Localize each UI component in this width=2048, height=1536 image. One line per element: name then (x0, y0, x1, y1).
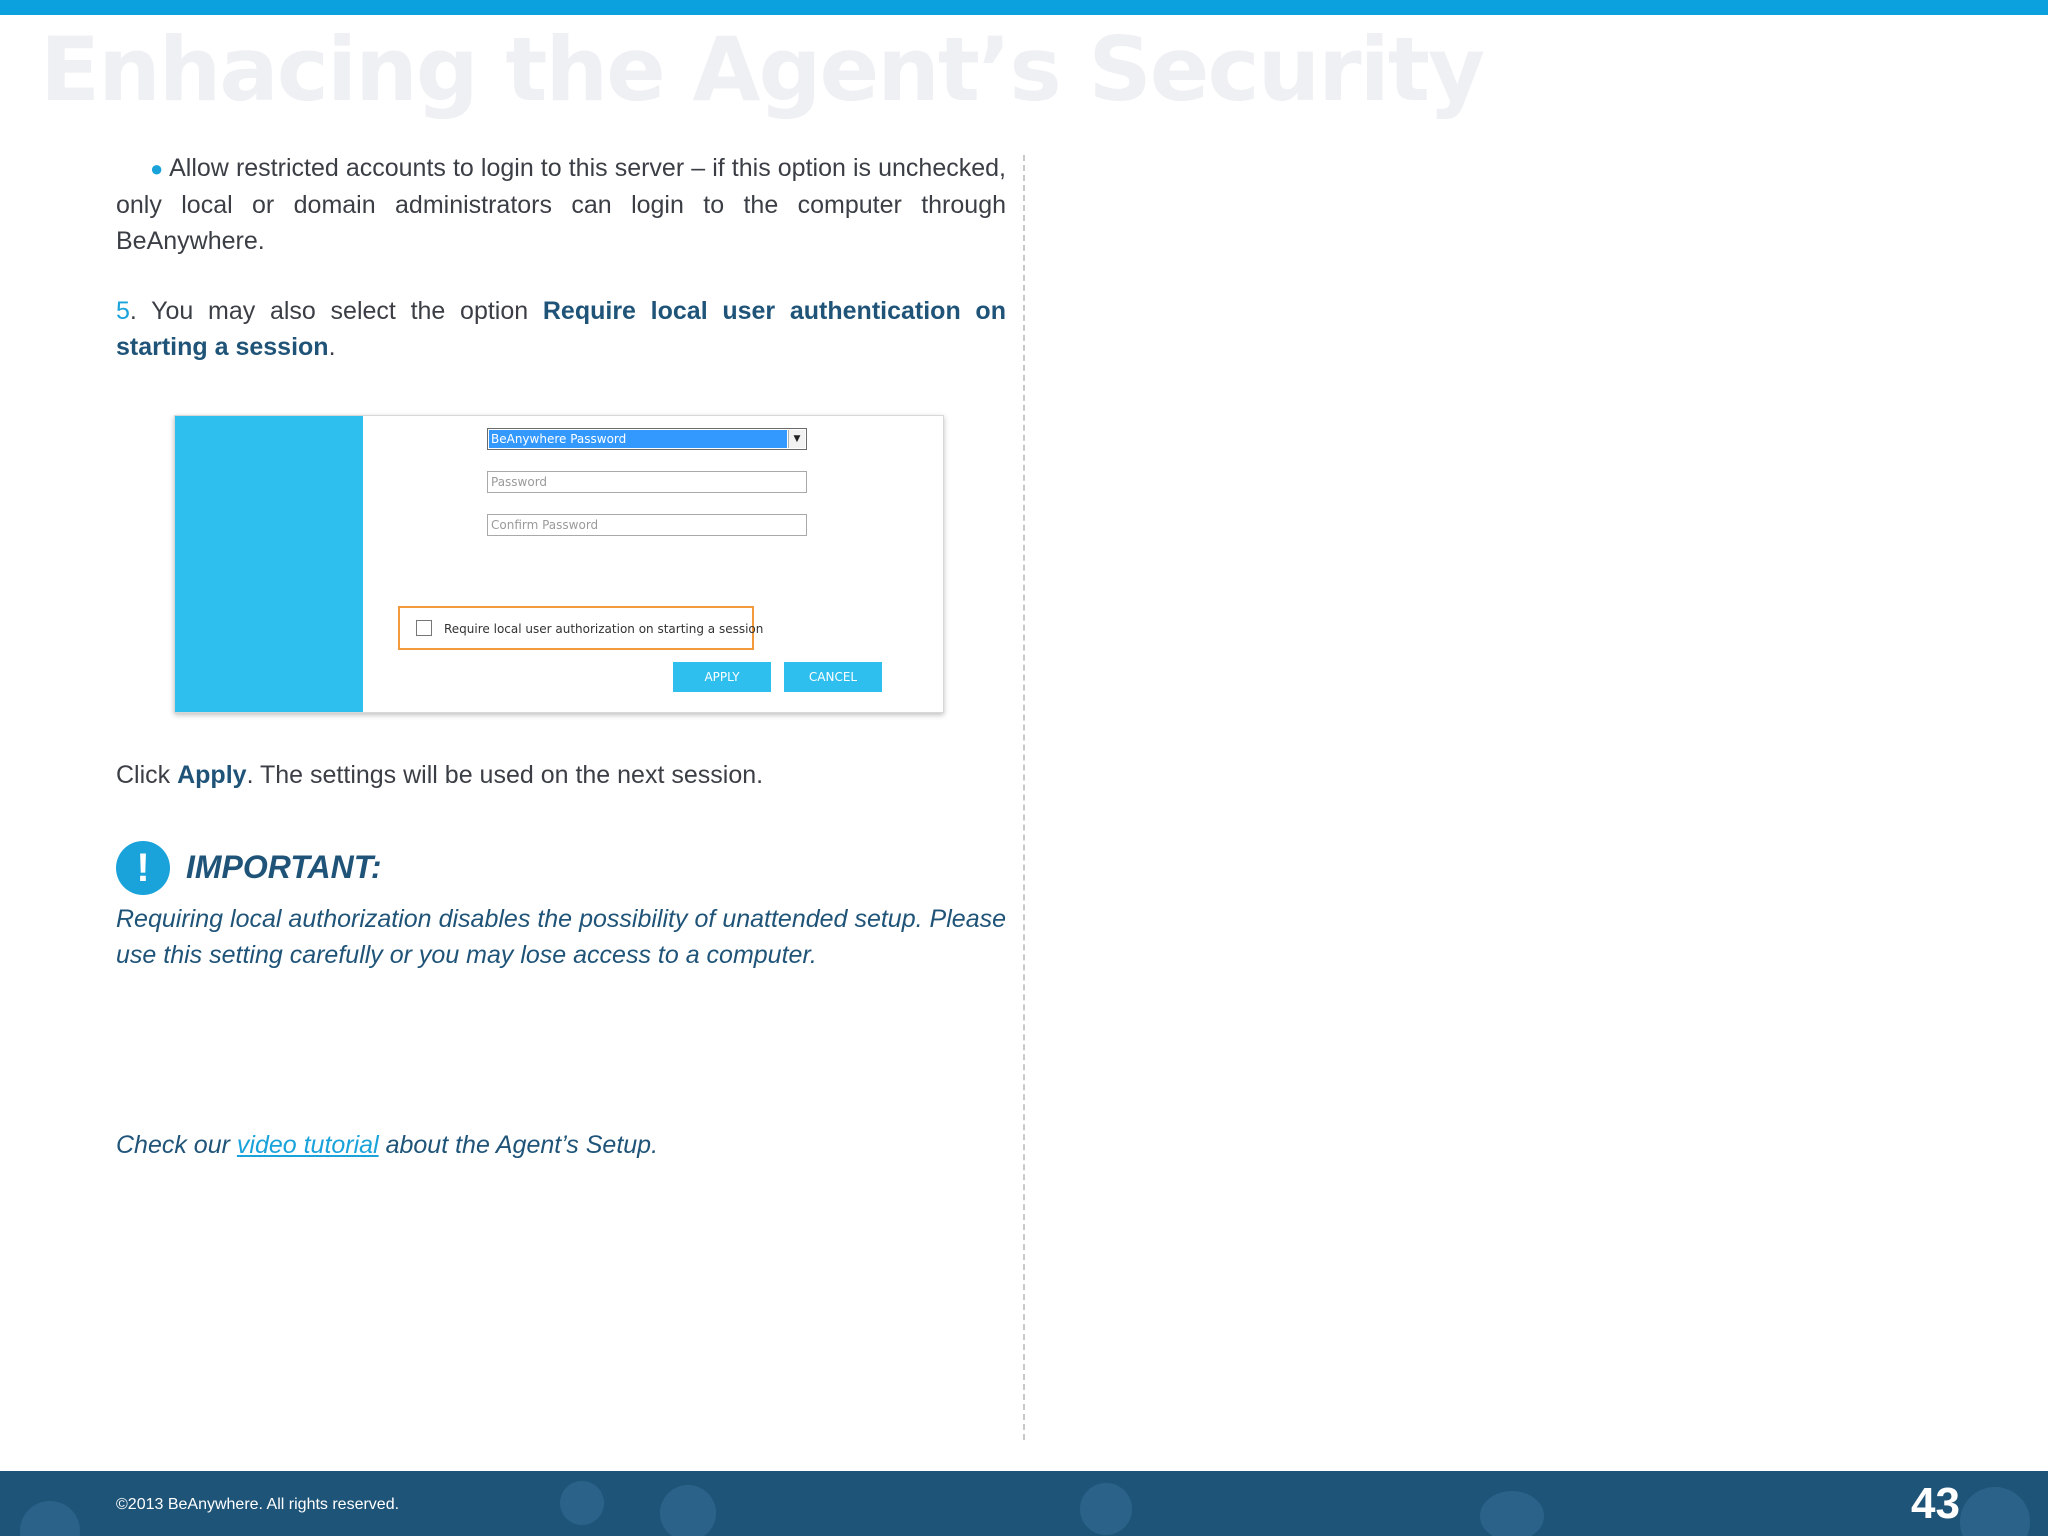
screenshot-sidebar (175, 416, 363, 712)
step-prefix: . You may also select the option (129, 297, 543, 325)
column-divider (1023, 155, 1025, 1440)
important-text: Requiring local authorization disables the possibility of unattended setup. Please use this setting carefully or you may lose access to a computer. (116, 905, 1006, 969)
auth-method-select[interactable] (487, 428, 807, 450)
click-action: Apply (177, 761, 247, 789)
headset-icon (1080, 1483, 1132, 1535)
apply-button[interactable]: APPLY (673, 662, 771, 692)
important-heading (116, 839, 1006, 895)
people-icon (1480, 1491, 1544, 1536)
tutorial-suffix: about the Agent’s Setup. (378, 1131, 659, 1159)
click-prefix: Click (116, 761, 178, 789)
tutorial-prefix: Check our (116, 1131, 237, 1159)
require-authorization-checkbox[interactable] (416, 620, 432, 636)
cloud-icon (20, 1501, 80, 1536)
main-content (116, 150, 1006, 1163)
highlighted-option (398, 606, 764, 650)
page-footer (0, 1471, 2048, 1536)
exclamation-icon: ! (116, 841, 170, 895)
step-5-paragraph (116, 293, 1006, 365)
require-authorization-label: Require local user authorization on starting a session (444, 622, 764, 636)
tutorial-line (116, 1127, 1006, 1163)
lightbulb-icon (560, 1481, 604, 1525)
settings-screenshot (174, 415, 944, 713)
bullet-paragraph (116, 150, 1006, 259)
chat-icon (1960, 1487, 2030, 1536)
apply-instruction (116, 757, 1006, 793)
copyright: ©2013 BeAnywhere. All rights reserved. (116, 1496, 400, 1513)
step-number: 5 (116, 297, 130, 325)
cancel-button[interactable]: CANCEL (784, 662, 882, 692)
password-field[interactable]: Password (487, 471, 807, 493)
bullet-dot-icon: ● (150, 156, 164, 181)
video-tutorial-link[interactable]: video tutorial (236, 1131, 379, 1159)
click-suffix: . The settings will be used on the next session. (246, 761, 764, 789)
page-title: Enhacing the Agent’s Security (40, 18, 1484, 121)
auth-method-value: BeAnywhere Password (489, 430, 787, 448)
globe-icon (660, 1485, 716, 1536)
important-label: IMPORTANT: (186, 849, 382, 885)
confirm-password-field[interactable]: Confirm Password (487, 514, 807, 536)
top-accent-bar (0, 0, 2048, 15)
chevron-down-icon[interactable]: ▼ (788, 430, 805, 448)
step-option-name: Require local user authentication on starting a session (116, 297, 1006, 361)
step-suffix: . (328, 333, 336, 361)
page-number: 43 (1911, 1479, 1960, 1528)
bullet-text: Allow restricted accounts to login to this server – if this option is unchecked, only local or domain administrators can login to the computer through BeAnywhere. (116, 154, 1006, 255)
